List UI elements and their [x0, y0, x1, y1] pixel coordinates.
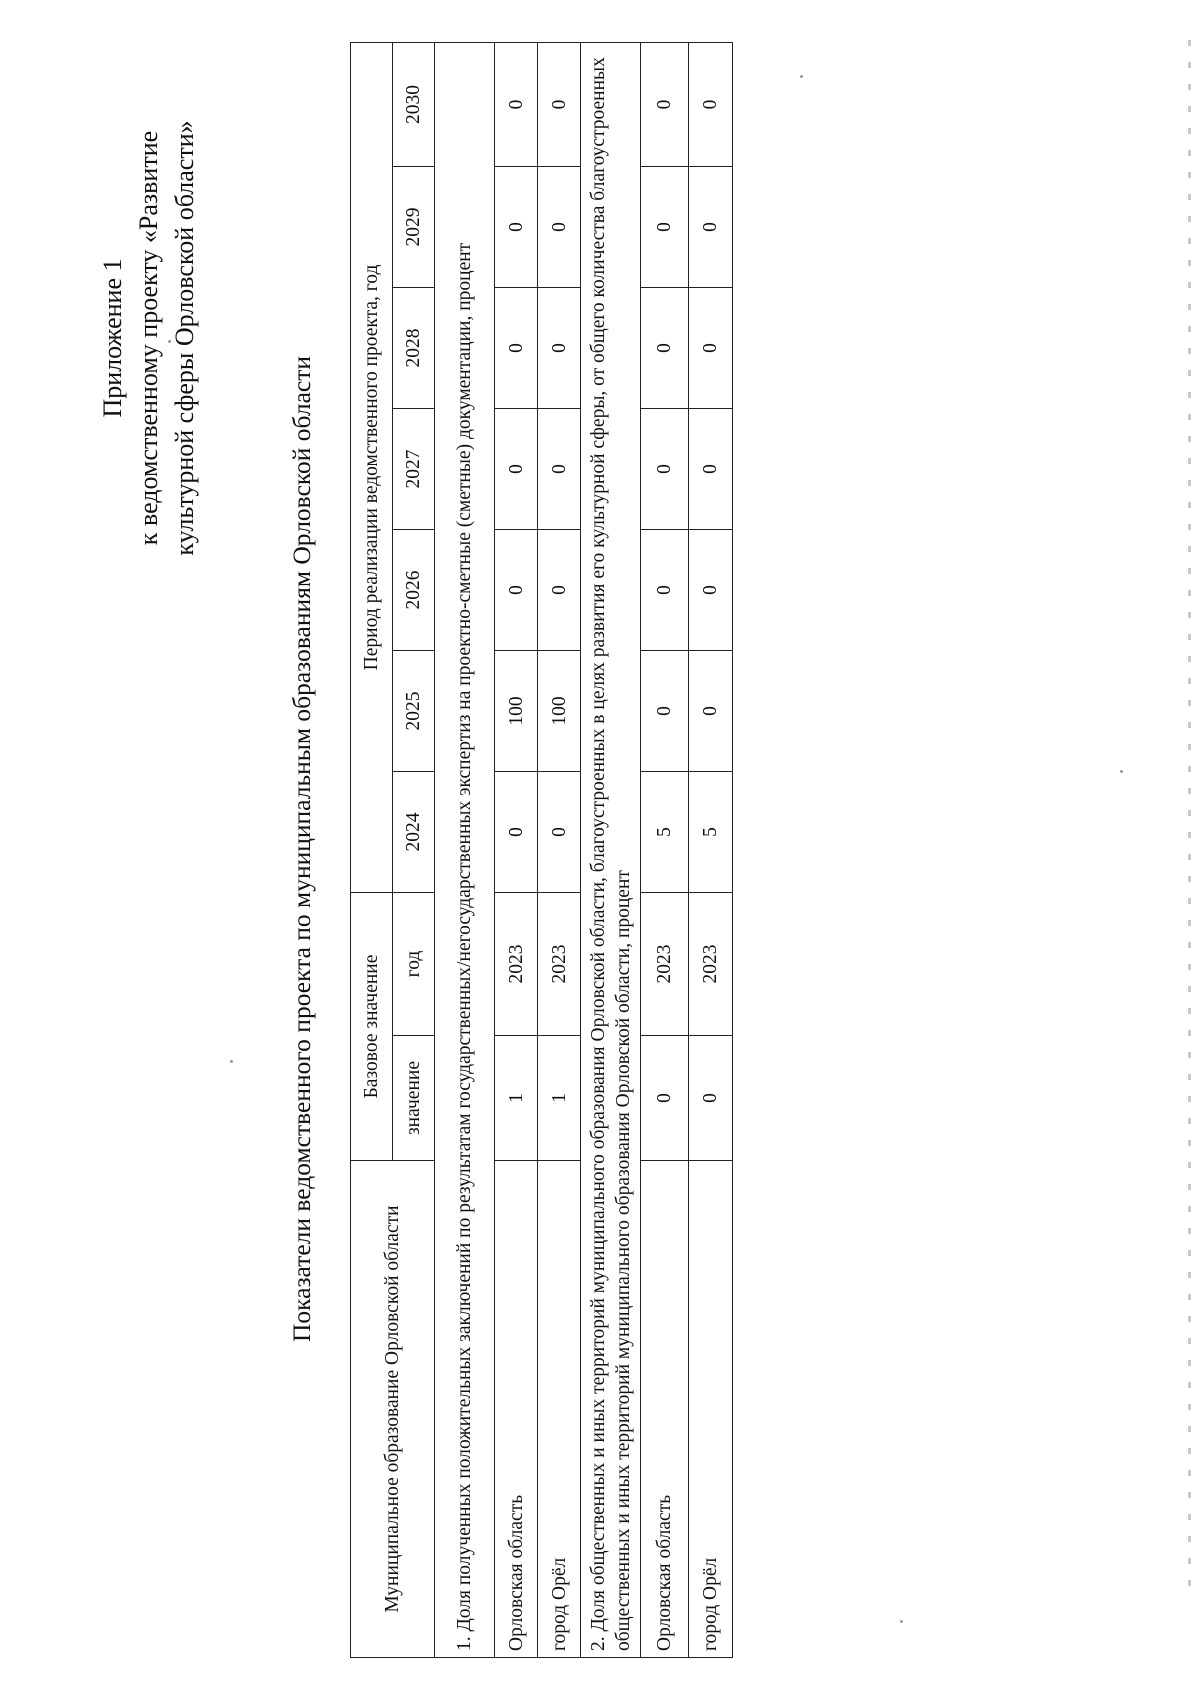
section-row — [435, 42, 495, 1657]
header-year-2028: 2028 — [393, 287, 435, 408]
base-year-cell: 2023 — [495, 892, 538, 1035]
appendix-reference: к ведомственному проекту «Развитие — [134, 130, 163, 546]
section-row — [581, 42, 641, 1657]
header-base-year: год — [393, 892, 435, 1035]
table-row — [538, 42, 581, 1657]
year-cell: 5 — [689, 771, 733, 892]
document-title: Показатели ведомственного проекта по муниципальным образованиям Орловской области — [287, 355, 316, 1343]
year-cell: 0 — [538, 408, 581, 529]
header-base-group: Базовое значение — [351, 892, 393, 1160]
year-cell: 100 — [495, 650, 538, 771]
year-cell: 0 — [641, 408, 689, 529]
year-cell: 0 — [538, 287, 581, 408]
header-municipality: Муниципальное образование Орловской области — [351, 1161, 435, 1658]
year-cell: 0 — [495, 287, 538, 408]
municipality-name: Орловская область — [641, 1161, 689, 1658]
appendix-project-name: культурной сферы Орловской области» — [170, 120, 199, 556]
header-year-2030: 2030 — [393, 42, 435, 166]
year-cell: 0 — [538, 166, 581, 287]
year-cell: 0 — [689, 42, 733, 166]
year-cell: 0 — [689, 650, 733, 771]
year-cell: 0 — [495, 529, 538, 650]
section-title: 1. Доля полученных положительных заключений по результатам государственных/негосударственных экспертиз на проектно-сметные (сметные) документации, процент — [435, 42, 495, 1657]
appendix-header — [95, 38, 203, 638]
year-cell: 0 — [689, 529, 733, 650]
year-cell: 0 — [641, 42, 689, 166]
section-title: 2. Доля общественных и иных территорий муниципального образования Орловской области, благоустроенных в целях развития его культурной сферы, от общего количества благоустроенных общественных и иных территорий муниципального образования Орловской области, процент — [581, 42, 641, 1657]
year-cell: 100 — [538, 650, 581, 771]
base-value-cell: 1 — [495, 1036, 538, 1161]
table-row — [689, 42, 733, 1657]
header-period-group: Период реализации ведомственного проекта, год — [351, 42, 393, 892]
year-cell: 0 — [495, 771, 538, 892]
base-value-cell: 0 — [641, 1036, 689, 1161]
header-year-2025: 2025 — [393, 650, 435, 771]
year-cell: 0 — [641, 287, 689, 408]
year-cell: 0 — [689, 166, 733, 287]
year-cell: 0 — [641, 650, 689, 771]
header-base-value: значение — [393, 1036, 435, 1161]
year-cell: 0 — [538, 771, 581, 892]
base-year-cell: 2023 — [641, 892, 689, 1035]
table-row — [641, 42, 689, 1657]
year-cell: 0 — [689, 408, 733, 529]
appendix-number: Приложение 1 — [98, 258, 127, 418]
header-year-2027: 2027 — [393, 408, 435, 529]
header-year-2024: 2024 — [393, 771, 435, 892]
municipality-name: город Орёл — [689, 1161, 733, 1658]
year-cell: 0 — [495, 42, 538, 166]
municipality-name: город Орёл — [538, 1161, 581, 1658]
header-row — [351, 42, 393, 1657]
indicators-table — [350, 42, 733, 1658]
base-year-cell: 2023 — [538, 892, 581, 1035]
year-cell: 0 — [495, 166, 538, 287]
year-cell: 0 — [689, 287, 733, 408]
year-cell: 0 — [538, 529, 581, 650]
year-cell: 5 — [641, 771, 689, 892]
municipality-name: Орловская область — [495, 1161, 538, 1658]
base-value-cell: 0 — [689, 1036, 733, 1161]
year-cell: 0 — [641, 166, 689, 287]
year-cell: 0 — [538, 42, 581, 166]
base-value-cell: 1 — [538, 1036, 581, 1161]
base-year-cell: 2023 — [689, 892, 733, 1035]
header-year-2029: 2029 — [393, 166, 435, 287]
table-row — [495, 42, 538, 1657]
year-cell: 0 — [641, 529, 689, 650]
year-cell: 0 — [495, 408, 538, 529]
header-year-2026: 2026 — [393, 529, 435, 650]
